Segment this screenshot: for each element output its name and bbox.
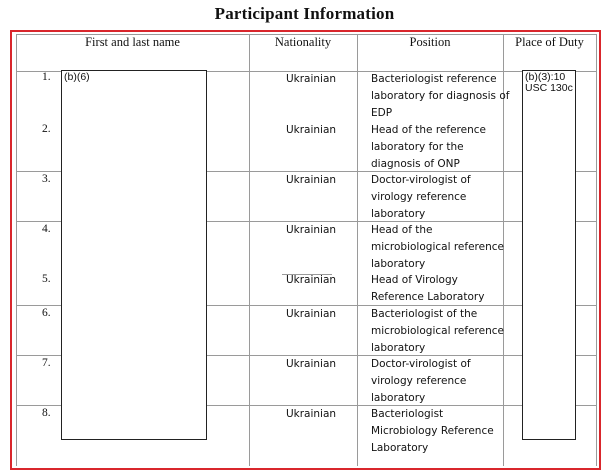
header-nationality: Nationality — [274, 35, 332, 49]
row-number: 4. — [42, 223, 51, 235]
nationality-cell: Ukrainian — [285, 124, 337, 136]
row-number: 1. — [42, 71, 51, 83]
nationality-cell: Ukrainian — [285, 308, 337, 320]
participant-table — [16, 34, 597, 466]
position-cell: Head of Virology Reference Laboratory — [371, 274, 485, 303]
participant-table-frame — [10, 30, 601, 470]
row-number: 3. — [42, 173, 51, 185]
duty-redaction-box: (b)(3):10 USC 130c — [522, 70, 576, 440]
row-number: 2. — [42, 123, 51, 135]
position-cell: Bacteriologist Microbiology Reference Laboratory — [371, 408, 494, 454]
position-cell: Bacteriologist of the microbiological reference laboratory — [371, 308, 504, 354]
row-number: 5. — [42, 273, 51, 285]
column-divider — [249, 34, 250, 466]
column-divider — [357, 34, 358, 466]
row-number: 8. — [42, 407, 51, 419]
nationality-cell: Ukrainian — [285, 73, 337, 85]
position-cell: Head of the reference laboratory for the diagnosis of ONP — [371, 124, 486, 170]
position-cell: Bacteriologist reference laboratory for diagnosis of EDP — [371, 73, 510, 119]
position-cell: Doctor-virologist of virology reference laboratory — [371, 358, 471, 404]
page-title: Participant Information — [214, 4, 395, 23]
row-number: 6. — [42, 307, 51, 319]
nationality-cell: Ukrainian — [285, 358, 337, 370]
position-cell: Head of the microbiological reference laboratory — [371, 224, 504, 270]
nationality-cell: Ukrainian — [285, 408, 337, 420]
position-cell: Doctor-virologist of virology reference laboratory — [371, 174, 471, 220]
name-redaction-box: (b)(6) — [61, 70, 207, 440]
nationality-cell: Ukrainian — [285, 174, 337, 186]
nationality-cell: Ukrainian — [285, 224, 337, 236]
header-place-of-duty: Place of Duty — [515, 35, 584, 49]
row-number: 7. — [42, 357, 51, 369]
table-border-right — [596, 34, 597, 466]
nationality-cell: Ukrainian — [285, 274, 337, 286]
header-position: Position — [409, 35, 451, 49]
table-border-left — [16, 34, 17, 466]
header-name: First and last name — [85, 35, 180, 49]
